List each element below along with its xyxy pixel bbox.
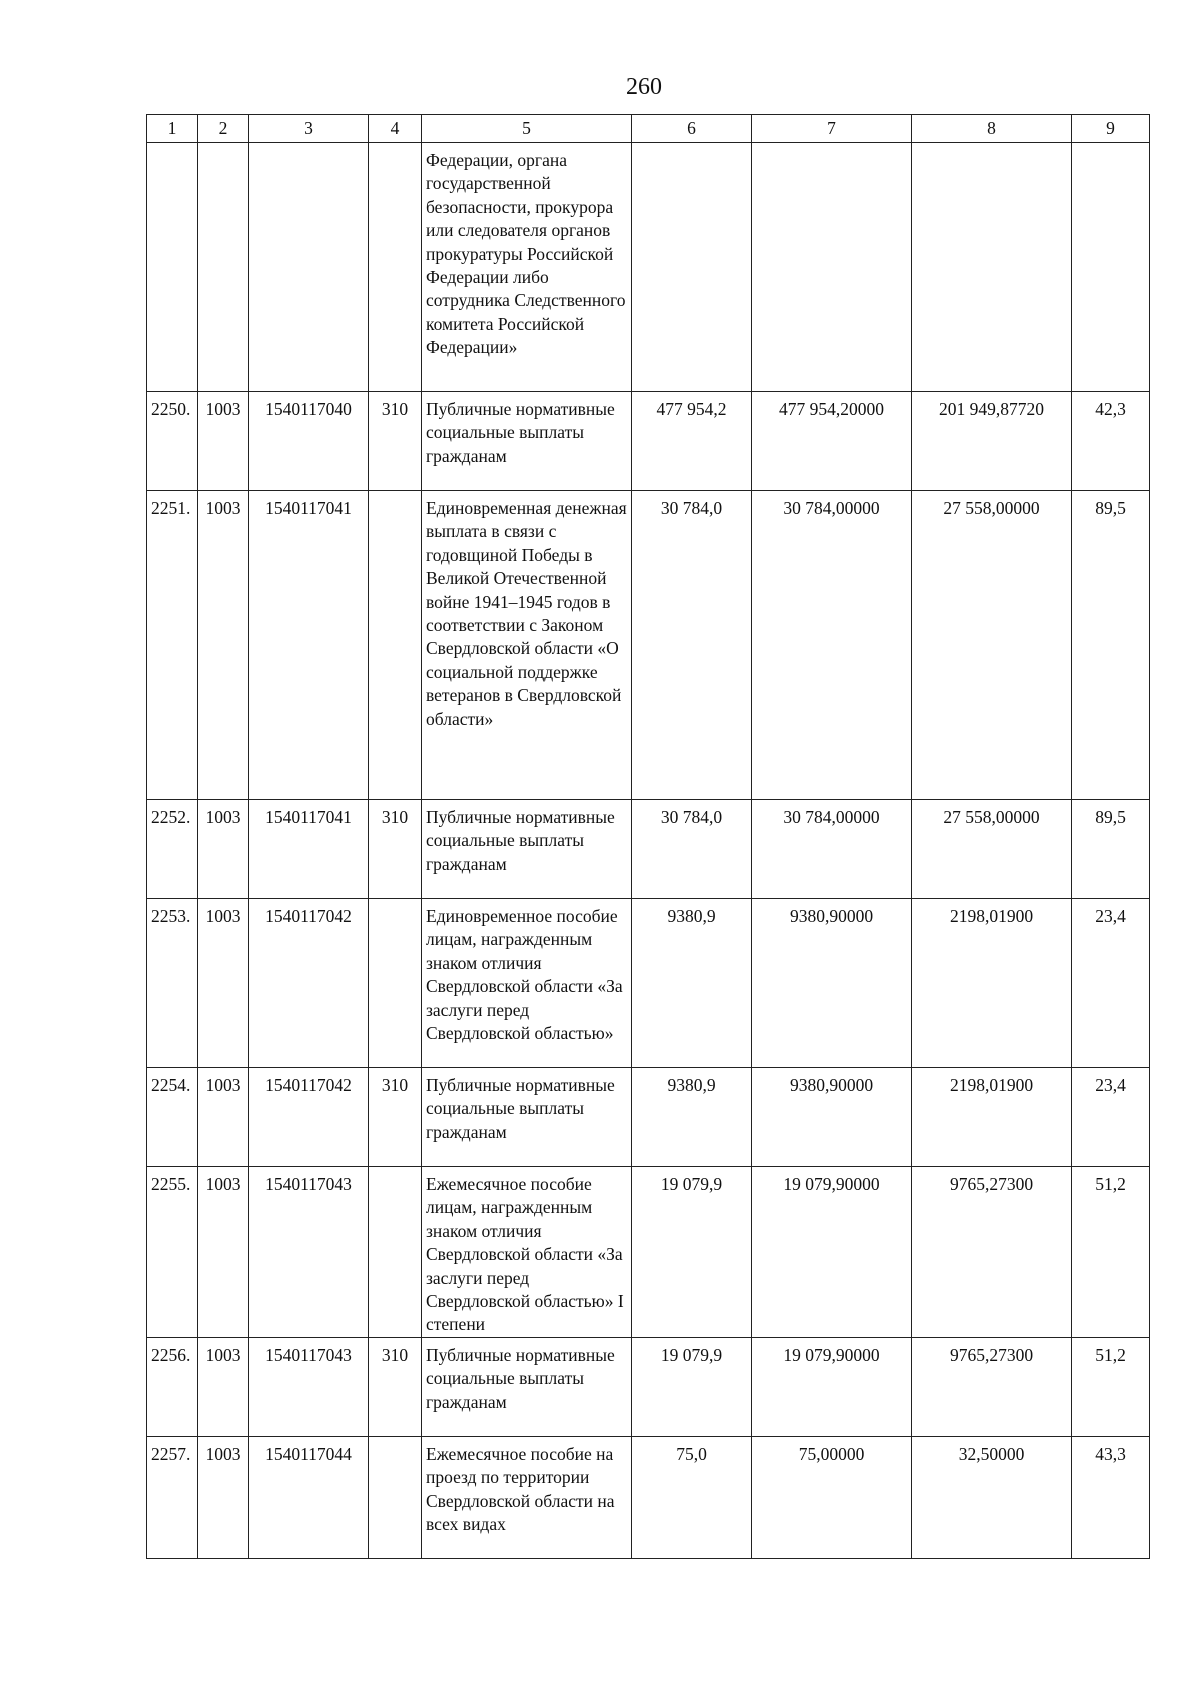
plan-amount: 19 079,9 [632,1337,752,1436]
executed-amount: 2198,01900 [912,899,1072,1068]
item-name: Ежемесячное пособие на проезд по территории Свердловской области на всех видах [422,1436,632,1558]
item-name: Публичные нормативные социальные выплаты гражданам [422,800,632,899]
expense-type-code [369,1167,422,1338]
plan-amount: 477 954,2 [632,392,752,491]
execution-percent: 51,2 [1072,1167,1150,1338]
execution-percent: 51,2 [1072,1337,1150,1436]
plan-amount: 30 784,0 [632,800,752,899]
expense-type-code: 310 [369,392,422,491]
execution-percent [1072,143,1150,392]
executed-amount: 2198,01900 [912,1068,1072,1167]
col-header: 2 [198,115,249,143]
expense-type-code: 310 [369,1068,422,1167]
executed-amount: 27 558,00000 [912,491,1072,800]
row-number: 2251. [147,491,198,800]
section-code: 1003 [198,392,249,491]
target-article-code: 1540117043 [249,1337,369,1436]
col-header: 9 [1072,115,1150,143]
col-header: 8 [912,115,1072,143]
plan-amount [632,143,752,392]
target-article-code: 1540117044 [249,1436,369,1558]
table-row [147,800,1150,899]
item-name: Федерации, органа государственной безопасности, прокурора или следователя органов прокуратуры Российской Федерации либо сотрудника Следственного комитета Российской Федерации» [422,143,632,392]
page-number: 260 [626,74,662,100]
schedule-amount: 19 079,90000 [752,1167,912,1338]
col-header: 1 [147,115,198,143]
executed-amount: 201 949,87720 [912,392,1072,491]
col-header: 5 [422,115,632,143]
budget-table [146,114,1150,1559]
item-name: Публичные нормативные социальные выплаты гражданам [422,1068,632,1167]
row-number: 2253. [147,899,198,1068]
schedule-amount: 477 954,20000 [752,392,912,491]
expense-type-code [369,899,422,1068]
expense-type-code: 310 [369,1337,422,1436]
target-article-code: 1540117042 [249,899,369,1068]
schedule-amount: 30 784,00000 [752,800,912,899]
target-article-code: 1540117041 [249,491,369,800]
execution-percent: 42,3 [1072,392,1150,491]
table-row [147,1337,1150,1436]
execution-percent: 89,5 [1072,800,1150,899]
executed-amount: 32,50000 [912,1436,1072,1558]
table-row [147,491,1150,800]
row-number: 2257. [147,1436,198,1558]
target-article-code: 1540117042 [249,1068,369,1167]
col-header: 4 [369,115,422,143]
table-row [147,392,1150,491]
execution-percent: 89,5 [1072,491,1150,800]
executed-amount [912,143,1072,392]
plan-amount: 19 079,9 [632,1167,752,1338]
expense-type-code [369,491,422,800]
col-header: 6 [632,115,752,143]
execution-percent: 23,4 [1072,899,1150,1068]
section-code [198,143,249,392]
row-number: 2250. [147,392,198,491]
target-article-code: 1540117041 [249,800,369,899]
expense-type-code [369,1436,422,1558]
execution-percent: 43,3 [1072,1436,1150,1558]
plan-amount: 9380,9 [632,899,752,1068]
col-header: 3 [249,115,369,143]
section-code: 1003 [198,1337,249,1436]
plan-amount: 75,0 [632,1436,752,1558]
table-row [147,1167,1150,1338]
plan-amount: 9380,9 [632,1068,752,1167]
target-article-code: 1540117040 [249,392,369,491]
schedule-amount [752,143,912,392]
section-code: 1003 [198,899,249,1068]
schedule-amount: 9380,90000 [752,899,912,1068]
schedule-amount: 19 079,90000 [752,1337,912,1436]
item-name: Ежемесячное пособие лицам, награжденным знаком отличия Свердловской области «За заслуги перед Свердловской областью» I степени [422,1167,632,1338]
col-header: 7 [752,115,912,143]
plan-amount: 30 784,0 [632,491,752,800]
item-name: Публичные нормативные социальные выплаты гражданам [422,392,632,491]
row-number: 2252. [147,800,198,899]
section-code: 1003 [198,491,249,800]
item-name: Единовременное пособие лицам, награжденным знаком отличия Свердловской области «За заслуги перед Свердловской областью» [422,899,632,1068]
item-name: Единовременная денежная выплата в связи с годовщиной Победы в Великой Отечественной войне 1941–1945 годов в соответствии с Законом Свердловской области «О социальной поддержке ветеранов в Свердловской области» [422,491,632,800]
schedule-amount: 9380,90000 [752,1068,912,1167]
execution-percent: 23,4 [1072,1068,1150,1167]
expense-type-code [369,143,422,392]
schedule-amount: 75,00000 [752,1436,912,1558]
item-name: Публичные нормативные социальные выплаты гражданам [422,1337,632,1436]
section-code: 1003 [198,800,249,899]
table-row [147,899,1150,1068]
section-code: 1003 [198,1068,249,1167]
header-row [147,115,1150,143]
target-article-code [249,143,369,392]
row-number [147,143,198,392]
executed-amount: 9765,27300 [912,1167,1072,1338]
target-article-code: 1540117043 [249,1167,369,1338]
table-row [147,1068,1150,1167]
table-row [147,1436,1150,1558]
table-row [147,143,1150,392]
section-code: 1003 [198,1436,249,1558]
row-number: 2256. [147,1337,198,1436]
section-code: 1003 [198,1167,249,1338]
expense-type-code: 310 [369,800,422,899]
row-number: 2254. [147,1068,198,1167]
schedule-amount: 30 784,00000 [752,491,912,800]
executed-amount: 9765,27300 [912,1337,1072,1436]
row-number: 2255. [147,1167,198,1338]
executed-amount: 27 558,00000 [912,800,1072,899]
